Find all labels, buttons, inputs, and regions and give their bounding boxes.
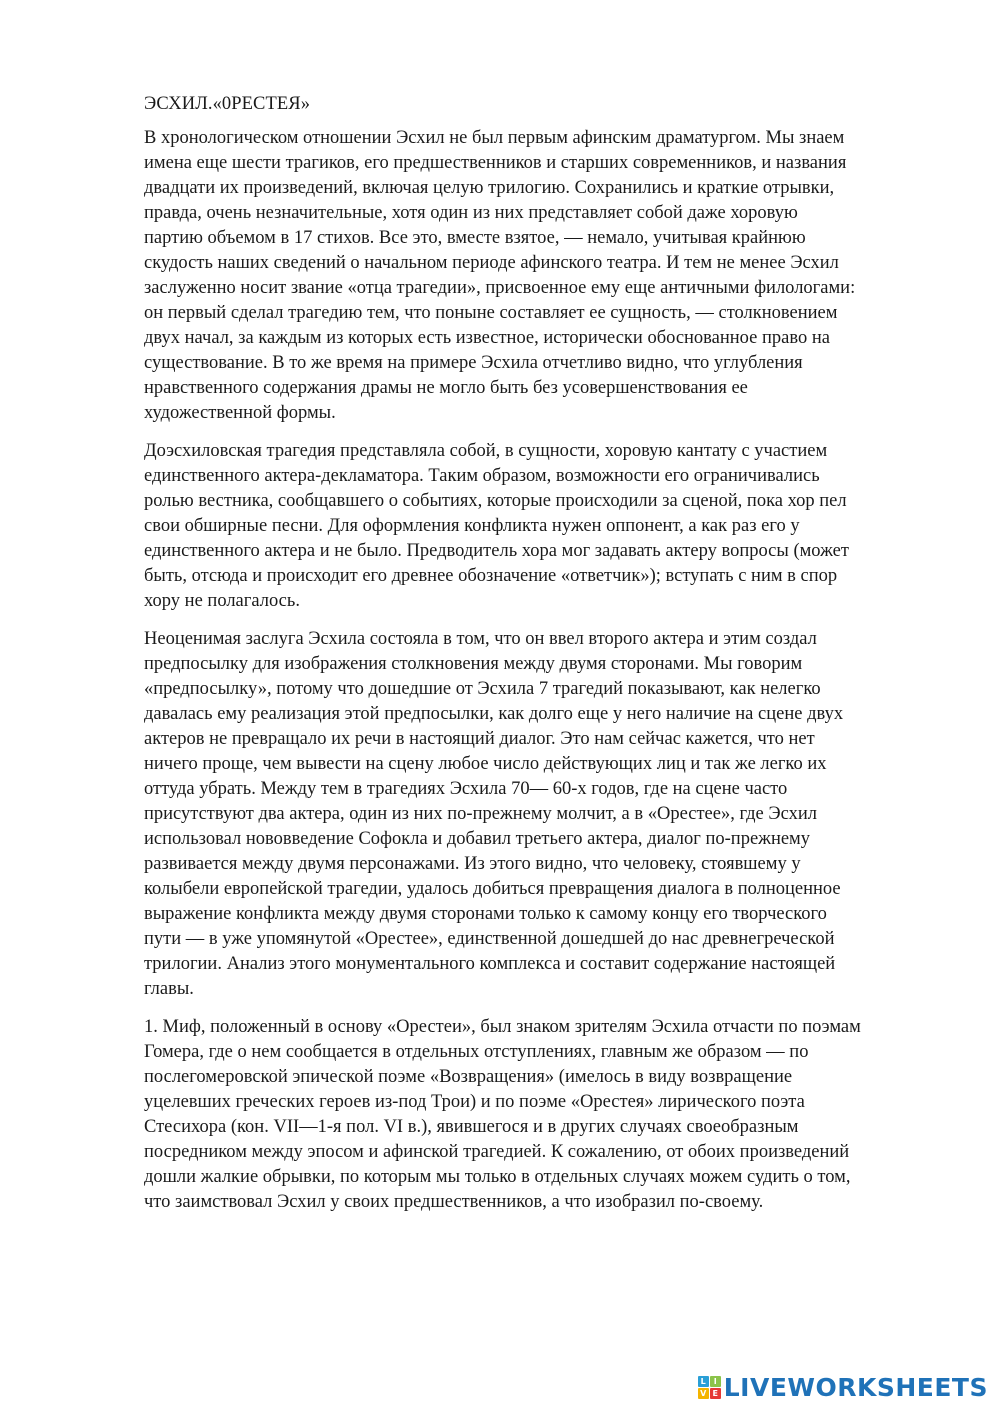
paragraph-line: заслуженно носит звание «отца трагедии», присвоенное ему еще античными филологами:: [144, 278, 856, 298]
paragraph-line: правда, очень незначительные, хотя один из них представляет собой даже хоровую: [144, 203, 798, 223]
logo-mark-letter: V: [698, 1388, 709, 1399]
paragraph-line: что заимствовал Эсхил у своих предшественников, а что изобразил по-своему.: [144, 1192, 764, 1212]
paragraph-line: нравственного содержания драмы не могло быть без усовершенствования ее: [144, 378, 748, 398]
paragraph-line: посредником между эпосом и афинской трагедией. К сожалению, от обоих произведений: [144, 1142, 850, 1162]
paragraph-line: двадцати их произведений, включая целую трилогию. Сохранились и краткие отрывки,: [144, 178, 835, 198]
paragraph-line: единственного актера и не было. Предводитель хора мог задавать актеру вопросы (может: [144, 541, 849, 561]
paragraph-line: главы.: [144, 979, 194, 999]
paragraph-line: имена еще шести трагиков, его предшественников и старших современников, и названия: [144, 153, 847, 173]
document-page: [144, 92, 934, 1228]
paragraph-line: быть, отсюда и происходит его древнее обозначение «ответчик»); вступать с ним в спор: [144, 566, 838, 586]
paragraph-line: оттуда убрать. Между тем в трагедиях Эсхила 70— 60-х годов, где на сцене часто: [144, 779, 788, 799]
paragraph-line: единственного актера-декламатора. Таким образом, возможности его ограничивались: [144, 466, 820, 486]
paragraph-line: дошли жалкие обрывки, по которым мы только в отдельных случаях можем судить о том,: [144, 1167, 851, 1187]
paragraph-line: художественной формы.: [144, 403, 336, 423]
document-body: [144, 126, 934, 1215]
liveworksheets-logo[interactable]: [698, 1370, 988, 1404]
paragraph: [144, 126, 934, 426]
paragraph-line: он первый сделал трагедию тем, что поныне составляет ее сущность, — столкновением: [144, 303, 838, 323]
paragraph-line: Гомера, где о нем сообщается в отдельных отступлениях, главным же образом — по: [144, 1042, 809, 1062]
paragraph-line: Стесихора (кон. VII—1-я пол. VI в.), явившегося и в других случаях своеобразным: [144, 1117, 799, 1137]
paragraph-line: хору не полагалось.: [144, 591, 300, 611]
paragraph-line: 1. Миф, положенный в основу «Орестеи», был знаком зрителям Эсхила отчасти по поэмам: [144, 1017, 861, 1037]
paragraph-line: давалась ему реализация этой предпосылки, как долго еще у него наличие на сцене двух: [144, 704, 844, 724]
logo-mark-letter: I: [710, 1376, 721, 1387]
logo-mark-letter: L: [698, 1376, 709, 1387]
document-title: ЭСХИЛ.«0РЕСТЕЯ»: [144, 94, 311, 114]
paragraph-line: Доэсхиловская трагедия представляла собой, в сущности, хоровую кантату с участием: [144, 441, 828, 461]
paragraph-line: Неоценимая заслуга Эсхила состояла в том, что он ввел второго актера и этим создал: [144, 629, 817, 649]
paragraph: [144, 627, 934, 1002]
logo-text: LIVEWORKSHEETS: [723, 1372, 988, 1402]
paragraph-line: использовал нововведение Софокла и добавил третьего актера, диалог по-прежнему: [144, 829, 811, 849]
paragraph-line: трилогии. Анализ этого монументального комплекса и составит содержание настоящей: [144, 954, 836, 974]
paragraph-line: предпосылку для изображения столкновения между двумя сторонами. Мы говорим: [144, 654, 803, 674]
paragraph-line: уцелевших греческих героев из-под Трои) и по поэме «Орестея» лирического поэта: [144, 1092, 805, 1112]
liveworksheets-logo-icon: [698, 1376, 721, 1399]
paragraph-line: выражение конфликта между двумя сторонами только к самому концу его творческого: [144, 904, 827, 924]
paragraph-line: пути — в уже упомянутой «Орестее», единственной дошедшей до нас древнегреческой: [144, 929, 835, 949]
paragraph-line: колыбели европейской трагедии, удалось добиться превращения диалога в полноценное: [144, 879, 841, 899]
paragraph-line: скудость наших сведений о начальном периоде афинского театра. И тем не менее Эсхил: [144, 253, 839, 273]
paragraph: [144, 1015, 934, 1215]
paragraph-line: двух начал, за каждым из которых есть известное, исторически обоснованное право на: [144, 328, 830, 348]
paragraph-line: партию объемом в 17 стихов. Все это, вместе взятое, — немало, учитывая крайнюю: [144, 228, 806, 248]
paragraph-line: ничего проще, чем вывести на сцену любое число действующих лиц и так же легко их: [144, 754, 827, 774]
paragraph: [144, 439, 934, 614]
paragraph-line: существование. В то же время на примере Эсхила отчетливо видно, что углубления: [144, 353, 803, 373]
paragraph-line: свои обширные песни. Для оформления конфликта нужен оппонент, а как раз его у: [144, 516, 800, 536]
paragraph-line: послегомеровской эпической поэме «Возвращения» (имелось в виду возвращение: [144, 1067, 793, 1087]
paragraph-line: присутствуют два актера, один из них по-прежнему молчит, а в «Орестее», где Эсхил: [144, 804, 817, 824]
paragraph-line: актеров не превращало их речи в настоящий диалог. Это нам сейчас кажется, что нет: [144, 729, 815, 749]
paragraph-line: развивается между двумя персонажами. Из этого видно, что человеку, стоявшему у: [144, 854, 801, 874]
logo-mark-letter: E: [710, 1388, 721, 1399]
paragraph-line: В хронологическом отношении Эсхил не был первым афинским драматургом. Мы знаем: [144, 128, 845, 148]
paragraph-line: ролью вестника, сообщавшего о событиях, которые происходили за сценой, пока хор пел: [144, 491, 847, 511]
paragraph-line: «предпосылку», потому что дошедшие от Эсхила 7 трагедий показывают, как нелегко: [144, 679, 821, 699]
